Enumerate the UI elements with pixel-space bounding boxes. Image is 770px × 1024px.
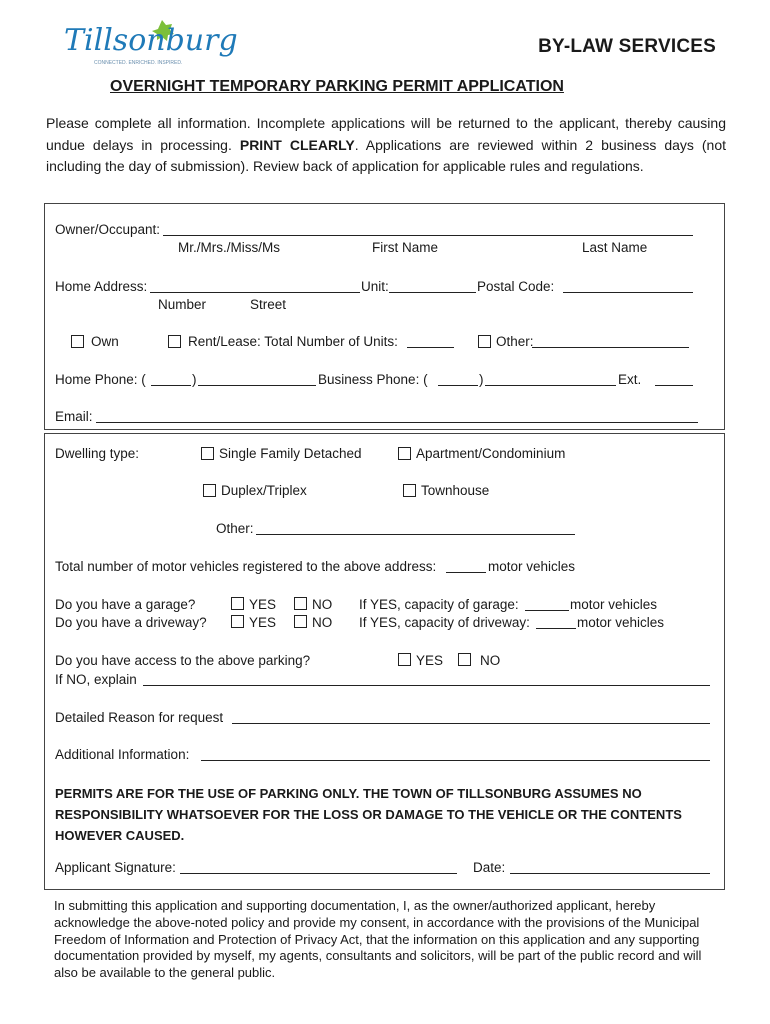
home-area-code-field[interactable] xyxy=(151,371,191,386)
intro-emphasis: PRINT CLEARLY xyxy=(239,136,355,153)
business-paren-close: ) xyxy=(479,372,484,387)
logo-graphic xyxy=(62,14,238,74)
vehicles-suffix: motor vehicles xyxy=(488,559,576,574)
business-area-code-field[interactable] xyxy=(438,371,478,386)
garage-capacity-label: If YES, capacity of garage: xyxy=(359,597,519,612)
rent-label: Rent/Lease: Total Number of Units: xyxy=(188,334,398,349)
other-checkbox[interactable] xyxy=(478,335,491,348)
owner-field[interactable] xyxy=(163,221,693,236)
ext-label: Ext. xyxy=(618,372,642,387)
consent-statement: In submitting this application and supporting documentation, I, as the owner/authorized applicant, hereby acknowledge the above-noted policy and provide my consent, in accordance with the provisions of the Municipal Freedom of Information and Protection of Privacy Act, that the information on this application and any supporting documentation provided by myself, my agents, consultants and solicitors, will be part of the public record and will also be available to the general public. xyxy=(54,898,702,981)
single-family-label: Single Family Detached xyxy=(219,446,362,461)
home-paren-close: ) xyxy=(192,372,197,387)
driveway-capacity-field[interactable] xyxy=(536,614,576,629)
tillsonburg-logo xyxy=(62,14,238,74)
business-phone-field[interactable] xyxy=(485,371,616,386)
logo-wordmark: Tillsonburg xyxy=(64,23,238,58)
dwelling-other-field[interactable] xyxy=(256,520,575,535)
access-no-label: NO xyxy=(480,653,501,668)
garage-no-label: NO xyxy=(312,597,333,612)
unit-field[interactable] xyxy=(389,278,476,293)
apartment-checkbox[interactable] xyxy=(398,447,411,460)
form-title: OVERNIGHT TEMPORARY PARKING PERMIT APPLICATION xyxy=(110,78,564,95)
email-field[interactable] xyxy=(96,408,698,423)
dwelling-other-label: Other: xyxy=(216,521,254,536)
rent-checkbox[interactable] xyxy=(168,335,181,348)
garage-question: Do you have a garage? xyxy=(55,597,196,612)
garage-yes-checkbox[interactable] xyxy=(231,597,244,610)
access-question: Do you have access to the above parking? xyxy=(55,653,311,668)
garage-yes-label: YES xyxy=(249,597,277,612)
dwelling-type-label: Dwelling type: xyxy=(55,446,140,461)
single-family-checkbox[interactable] xyxy=(201,447,214,460)
garage-capacity-suffix: motor vehicles xyxy=(570,597,658,612)
driveway-no-checkbox[interactable] xyxy=(294,615,307,628)
access-yes-checkbox[interactable] xyxy=(398,653,411,666)
own-label: Own xyxy=(91,334,119,349)
unit-label: Unit: xyxy=(361,279,389,294)
sub-first-label: First Name xyxy=(372,240,439,255)
intro-paragraph xyxy=(46,113,726,178)
postal-code-label: Postal Code: xyxy=(477,279,555,294)
sub-title-label: Mr./Mrs./Miss/Ms xyxy=(178,240,280,255)
sub-last-label: Last Name xyxy=(582,240,648,255)
driveway-capacity-suffix: motor vehicles xyxy=(577,615,665,630)
reason-field[interactable] xyxy=(232,709,710,724)
other-label: Other: xyxy=(496,334,534,349)
townhouse-checkbox[interactable] xyxy=(403,484,416,497)
apartment-label: Apartment/Condominium xyxy=(416,446,566,461)
email-label: Email: xyxy=(55,409,93,424)
date-field[interactable] xyxy=(510,859,710,874)
home-address-field[interactable] xyxy=(150,278,360,293)
access-no-checkbox[interactable] xyxy=(458,653,471,666)
driveway-yes-label: YES xyxy=(249,615,277,630)
additional-info-field[interactable] xyxy=(201,746,710,761)
access-yes-label: YES xyxy=(416,653,444,668)
units-field[interactable] xyxy=(407,333,454,348)
garage-capacity-field[interactable] xyxy=(525,596,569,611)
business-phone-label: Business Phone: ( xyxy=(318,372,428,387)
home-phone-field[interactable] xyxy=(198,371,316,386)
liability-notice: PERMITS ARE FOR THE USE OF PARKING ONLY. THE TOWN OF TILLSONBURG ASSUMES NO RESPONSIBILITY WHATSOEVER FOR THE LOSS OR DAMAGE TO THE VEHICLE OR THE CONTENTS HOWEVER CAUSED. xyxy=(55,786,682,843)
date-label: Date: xyxy=(473,860,506,875)
ext-field[interactable] xyxy=(655,371,693,386)
home-phone-label: Home Phone: ( xyxy=(55,372,146,387)
own-checkbox[interactable] xyxy=(71,335,84,348)
sub-street-label: Street xyxy=(250,297,287,312)
townhouse-label: Townhouse xyxy=(421,483,490,498)
signature-label: Applicant Signature: xyxy=(55,860,176,875)
vehicles-label: Total number of motor vehicles registered to the above address: xyxy=(55,559,437,574)
driveway-capacity-label: If YES, capacity of driveway: xyxy=(359,615,530,630)
department-name: BY-LAW SERVICES xyxy=(538,36,716,57)
explain-field[interactable] xyxy=(143,671,710,686)
garage-no-checkbox[interactable] xyxy=(294,597,307,610)
owner-label: Owner/Occupant: xyxy=(55,222,161,237)
driveway-yes-checkbox[interactable] xyxy=(231,615,244,628)
logo-tagline: CONNECTED. ENRICHED. INSPIRED. xyxy=(94,60,183,66)
reason-label: Detailed Reason for request xyxy=(55,710,224,725)
vehicles-count-field[interactable] xyxy=(446,558,486,573)
driveway-question: Do you have a driveway? xyxy=(55,615,207,630)
signature-field[interactable] xyxy=(180,859,457,874)
owner-section xyxy=(44,203,725,430)
additional-info-label: Additional Information: xyxy=(55,747,190,762)
duplex-label: Duplex/Triplex xyxy=(221,483,307,498)
postal-code-field[interactable] xyxy=(563,278,693,293)
home-address-label: Home Address: xyxy=(55,279,148,294)
driveway-no-label: NO xyxy=(312,615,333,630)
other-field[interactable] xyxy=(532,333,689,348)
intro-text-1: Please complete all information. Incomplete applications will be returned to the applicant, thereby causing undue delays in processing. xyxy=(46,115,726,153)
duplex-checkbox[interactable] xyxy=(203,484,216,497)
sub-number-label: Number xyxy=(158,297,207,312)
intro-text-2: . Applications are reviewed within 2 business days (not including the day of submission). Review back of application for applicable rules and regulations. xyxy=(46,136,727,174)
explain-label: If NO, explain xyxy=(55,672,137,687)
